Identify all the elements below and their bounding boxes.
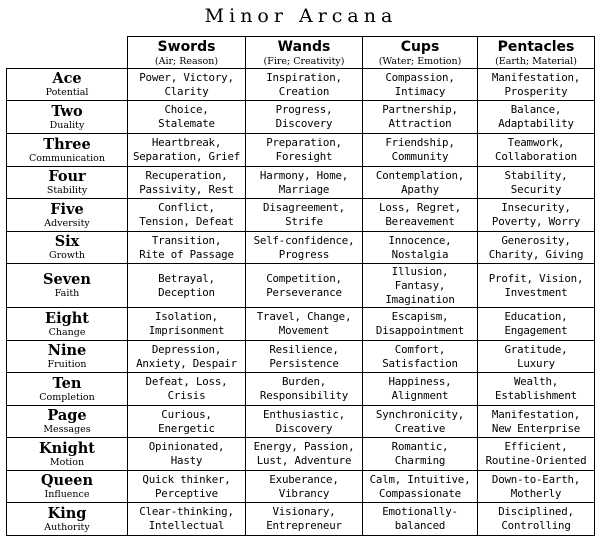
meaning-cell-swords: [128, 232, 246, 264]
meaning-cell-pentacles: [478, 232, 595, 264]
meaning-line: Charity, Giving: [488, 247, 584, 261]
meaning-line: Resilience,: [269, 342, 339, 356]
meaning-line: Balance,: [510, 103, 562, 116]
table-row: [7, 264, 595, 308]
meaning-line: Power, Victory,: [139, 70, 234, 84]
rank-cell: [7, 503, 128, 536]
meaning-cell-cups: [363, 69, 478, 101]
meaning-cell-cups: [363, 134, 478, 167]
meaning-line: Efficient,: [504, 440, 568, 453]
meaning-line: Teamwork,: [507, 136, 565, 149]
meaning-line: Prosperity: [504, 84, 568, 98]
meaning-line: Alignment: [391, 389, 449, 402]
minor-arcana-table: [6, 36, 595, 536]
meaning-line: Clarity: [164, 84, 209, 98]
meaning-line: Apathy: [401, 182, 439, 196]
meaning-line: Motherly: [510, 486, 562, 500]
header-row: [7, 37, 595, 69]
table-body: [7, 69, 595, 536]
meaning-line: Separation, Grief: [132, 150, 241, 163]
rank-meaning: Motion: [49, 456, 85, 468]
rank-meaning: Potential: [45, 87, 89, 98]
meaning-line: Harmony, Home,: [259, 168, 349, 182]
meaning-line: Intimacy: [394, 84, 446, 98]
meaning-cell-wands: [246, 471, 363, 503]
meaning-line: Imagination: [385, 292, 455, 306]
table-row: [7, 373, 595, 406]
suit-name: Cups: [400, 39, 440, 55]
meaning-line: Responsibility: [259, 389, 349, 402]
meaning-cell-swords: [128, 264, 246, 308]
rank-name: Two: [51, 102, 83, 120]
rank-cell: [7, 101, 128, 134]
meaning-line: Attraction: [388, 117, 452, 130]
meaning-cell-swords: [128, 438, 246, 471]
meaning-line: Hasty: [170, 454, 203, 467]
meaning-line: Imprisonment: [148, 324, 225, 337]
meaning-line: Choice,: [164, 103, 209, 116]
rank-cell: [7, 341, 128, 373]
meaning-line: Tension, Defeat: [139, 215, 234, 228]
rank-cell: [7, 471, 128, 503]
meaning-line: Creative: [394, 421, 446, 435]
meaning-cell-swords: [128, 406, 246, 438]
meaning-line: Progress,: [275, 103, 333, 116]
rank-cell: [7, 406, 128, 438]
rank-name: Five: [50, 200, 84, 218]
meaning-line: Routine-Oriented: [485, 454, 587, 467]
meaning-line: Energetic: [158, 421, 215, 435]
suit-name: Swords: [157, 39, 216, 55]
meaning-line: Bereavement: [385, 215, 455, 228]
meaning-line: Engagement: [504, 324, 568, 337]
suit-header-swords: [128, 37, 246, 69]
table-row: [7, 134, 595, 167]
meaning-line: balanced: [394, 519, 446, 532]
table-row: [7, 341, 595, 373]
meaning-cell-cups: [363, 167, 478, 199]
rank-cell: [7, 134, 128, 167]
meaning-line: Energy, Passion,: [253, 440, 355, 453]
meaning-line: Compassionate: [379, 486, 461, 500]
suit-element: (Fire; Creativity): [263, 56, 345, 67]
meaning-cell-cups: [363, 101, 478, 134]
suit-header-wands: [246, 37, 363, 69]
meaning-cell-wands: [246, 101, 363, 134]
meaning-cell-swords: [128, 69, 246, 101]
meaning-cell-swords: [128, 308, 246, 341]
meaning-line: Recuperation,: [145, 168, 228, 182]
meaning-cell-cups: [363, 503, 478, 536]
meaning-cell-cups: [363, 438, 478, 471]
meaning-cell-swords: [128, 199, 246, 232]
suit-element: (Air; Reason): [154, 56, 219, 67]
rank-name: Ace: [52, 70, 82, 87]
rank-meaning: Faith: [54, 288, 80, 299]
meaning-cell-cups: [363, 264, 478, 308]
meaning-cell-swords: [128, 101, 246, 134]
meaning-line: Movement: [278, 324, 330, 337]
table-row: [7, 438, 595, 471]
meaning-cell-pentacles: [478, 406, 595, 438]
meaning-cell-wands: [246, 264, 363, 308]
meaning-line: Travel, Change,: [256, 310, 352, 323]
meaning-cell-swords: [128, 167, 246, 199]
rank-name: Seven: [43, 271, 91, 288]
meaning-cell-pentacles: [478, 199, 595, 232]
suit-header-cups: [363, 37, 478, 69]
rank-meaning: Stability: [46, 185, 88, 196]
rank-meaning: Change: [48, 326, 86, 338]
suit-name: Wands: [277, 39, 331, 55]
rank-meaning: Fruition: [47, 359, 87, 370]
meaning-cell-pentacles: [478, 69, 595, 101]
meaning-line: Disagreement,: [263, 201, 345, 214]
meaning-line: Disappointment: [375, 324, 465, 337]
meaning-line: Fantasy,: [394, 278, 446, 292]
meaning-line: Perceptive: [154, 486, 218, 500]
meaning-line: Conflict,: [158, 201, 215, 214]
suit-header-pentacles: [478, 37, 595, 69]
meaning-line: Anxiety, Despair: [136, 356, 237, 370]
meaning-line: Passivity, Rest: [139, 182, 234, 196]
meaning-cell-wands: [246, 406, 363, 438]
rank-cell: [7, 373, 128, 406]
meaning-line: Disciplined,: [498, 505, 574, 518]
meaning-line: Partnership,: [382, 103, 458, 116]
meaning-cell-wands: [246, 134, 363, 167]
rank-name: Six: [54, 233, 80, 250]
meaning-line: Security: [510, 182, 562, 196]
meaning-line: Opinionated,: [148, 440, 225, 453]
suit-name: Pentacles: [497, 39, 575, 55]
meaning-line: Progress: [278, 247, 330, 261]
table-row: [7, 471, 595, 503]
meaning-line: Happiness,: [388, 375, 452, 388]
rank-meaning: Completion: [39, 391, 95, 403]
table-row: [7, 199, 595, 232]
table-row: [7, 503, 595, 536]
meaning-line: Perseverance: [266, 285, 342, 299]
meaning-cell-wands: [246, 199, 363, 232]
rank-cell: [7, 199, 128, 232]
rank-name: Knight: [38, 439, 96, 457]
meaning-line: Collaboration: [495, 150, 577, 163]
meaning-line: Inspiration,: [266, 70, 342, 84]
meaning-cell-wands: [246, 341, 363, 373]
table-row: [7, 101, 595, 134]
meaning-cell-cups: [363, 232, 478, 264]
rank-cell: [7, 264, 128, 308]
meaning-cell-cups: [363, 471, 478, 503]
meaning-line: Gratitude,: [504, 342, 568, 356]
meaning-line: New Enterprise: [491, 421, 581, 435]
meaning-line: Down-to-Earth,: [491, 472, 581, 486]
meaning-cell-cups: [363, 373, 478, 406]
meaning-line: Illusion,: [391, 264, 449, 278]
meaning-line: Poverty, Worry: [491, 215, 581, 228]
meaning-line: Adaptability: [498, 117, 574, 130]
meaning-line: Romantic,: [391, 440, 449, 453]
meaning-line: Crisis: [167, 389, 206, 402]
meaning-line: Establishment: [495, 389, 577, 402]
meaning-line: Generosity,: [501, 233, 571, 247]
meaning-cell-wands: [246, 373, 363, 406]
meaning-cell-cups: [363, 406, 478, 438]
rank-meaning: Adversity: [44, 217, 90, 229]
meaning-line: Foresight: [275, 150, 333, 163]
meaning-line: Manifestation,: [491, 70, 581, 84]
meaning-line: Clear-thinking,: [139, 505, 234, 518]
meaning-cell-pentacles: [478, 101, 595, 134]
table-row: [7, 308, 595, 341]
meaning-line: Visionary,: [272, 505, 336, 518]
meaning-cell-cups: [363, 341, 478, 373]
rank-meaning: Growth: [49, 250, 85, 261]
rank-cell: [7, 232, 128, 264]
page-title: Minor Arcana: [204, 5, 398, 27]
table-row: [7, 167, 595, 199]
meaning-line: Compassion,: [385, 70, 455, 84]
meaning-line: Quick thinker,: [142, 472, 231, 486]
rank-name: King: [47, 504, 87, 522]
meaning-cell-wands: [246, 69, 363, 101]
meaning-line: Discovery: [275, 117, 333, 130]
meaning-cell-pentacles: [478, 167, 595, 199]
meaning-cell-wands: [246, 308, 363, 341]
table-row: [7, 406, 595, 438]
rank-name: Page: [47, 407, 87, 424]
meaning-cell-swords: [128, 471, 246, 503]
meaning-cell-pentacles: [478, 438, 595, 471]
table-row: [7, 232, 595, 264]
meaning-line: Transition,: [151, 233, 222, 247]
meaning-line: Contemplation,: [375, 168, 465, 182]
meaning-cell-pentacles: [478, 134, 595, 167]
meaning-cell-swords: [128, 373, 246, 406]
meaning-line: Synchronicity,: [375, 407, 465, 421]
meaning-line: Profit, Vision,: [488, 271, 584, 285]
meaning-cell-pentacles: [478, 341, 595, 373]
meaning-line: Intellectual: [148, 519, 225, 532]
rank-meaning: Duality: [49, 119, 85, 131]
meaning-line: Depression,: [151, 342, 222, 356]
meaning-line: Loss, Regret,: [379, 201, 461, 214]
meaning-line: Lust, Adventure: [256, 454, 352, 467]
rank-cell: [7, 438, 128, 471]
meaning-line: Vibrancy: [278, 486, 330, 500]
meaning-cell-cups: [363, 199, 478, 232]
meaning-line: Escapism,: [391, 310, 449, 323]
meaning-line: Wealth,: [513, 375, 559, 388]
meaning-line: Entrepreneur: [266, 519, 342, 532]
meaning-line: Discovery: [275, 421, 333, 435]
meaning-line: Curious,: [161, 407, 212, 421]
meaning-cell-wands: [246, 438, 363, 471]
meaning-line: Charming: [394, 454, 446, 467]
rank-cell: [7, 308, 128, 341]
meaning-line: Emotionally-: [382, 505, 458, 518]
meaning-line: Competition,: [266, 271, 342, 285]
meaning-line: Rite of Passage: [139, 247, 234, 261]
meaning-line: Education,: [504, 310, 568, 323]
meaning-line: Luxury: [517, 356, 555, 370]
rank-meaning: Authority: [44, 521, 90, 533]
rank-name: Nine: [47, 342, 87, 359]
meaning-line: Persistence: [269, 356, 339, 370]
meaning-line: Satisfaction: [382, 356, 458, 370]
rank-name: Queen: [40, 472, 94, 489]
meaning-line: Manifestation,: [491, 407, 581, 421]
rank-name: Ten: [52, 374, 82, 392]
meaning-cell-pentacles: [478, 471, 595, 503]
meaning-line: Self-confidence,: [253, 233, 355, 247]
rank-cell: [7, 69, 128, 101]
meaning-line: Controlling: [501, 519, 571, 532]
meaning-line: Calm, Intuitive,: [369, 472, 471, 486]
meaning-line: Creation: [278, 84, 330, 98]
meaning-line: Isolation,: [154, 310, 218, 323]
meaning-cell-swords: [128, 341, 246, 373]
meaning-cell-swords: [128, 503, 246, 536]
meaning-line: Preparation,: [266, 136, 342, 149]
meaning-cell-swords: [128, 134, 246, 167]
meaning-line: Enthusiastic,: [263, 407, 345, 421]
rank-meaning: Communication: [29, 152, 105, 164]
suit-element: (Earth; Material): [495, 56, 577, 67]
meaning-line: Friendship,: [385, 136, 455, 149]
meaning-line: Strife: [285, 215, 323, 228]
meaning-line: Deception: [158, 285, 215, 299]
meaning-line: Marriage: [278, 182, 330, 196]
meaning-line: Nostalgia: [391, 247, 449, 261]
meaning-cell-pentacles: [478, 264, 595, 308]
meaning-line: Innocence,: [388, 233, 452, 247]
meaning-line: Exuberance,: [269, 472, 339, 486]
meaning-line: Stalemate: [158, 117, 215, 130]
meaning-line: Community: [391, 150, 449, 163]
rank-name: Four: [48, 168, 86, 185]
rank-meaning: Influence: [44, 489, 90, 500]
meaning-cell-pentacles: [478, 503, 595, 536]
meaning-cell-wands: [246, 503, 363, 536]
rank-name: Three: [43, 135, 91, 153]
rank-meaning: Messages: [43, 424, 91, 435]
corner-cell: [7, 37, 128, 69]
rank-name: Eight: [45, 309, 89, 327]
meaning-line: Stability,: [504, 168, 568, 182]
meaning-cell-pentacles: [478, 308, 595, 341]
suit-element: (Water; Emotion): [378, 56, 462, 67]
meaning-line: Investment: [504, 285, 568, 299]
meaning-cell-cups: [363, 308, 478, 341]
meaning-cell-wands: [246, 232, 363, 264]
rank-cell: [7, 167, 128, 199]
meaning-cell-pentacles: [478, 373, 595, 406]
meaning-cell-wands: [246, 167, 363, 199]
meaning-line: Insecurity,: [501, 201, 571, 214]
meaning-line: Betrayal,: [158, 271, 215, 285]
table-row: [7, 69, 595, 101]
meaning-line: Comfort,: [394, 342, 446, 356]
meaning-line: Burden,: [281, 375, 327, 388]
meaning-line: Heartbreak,: [151, 136, 222, 149]
meaning-line: Defeat, Loss,: [145, 375, 228, 388]
